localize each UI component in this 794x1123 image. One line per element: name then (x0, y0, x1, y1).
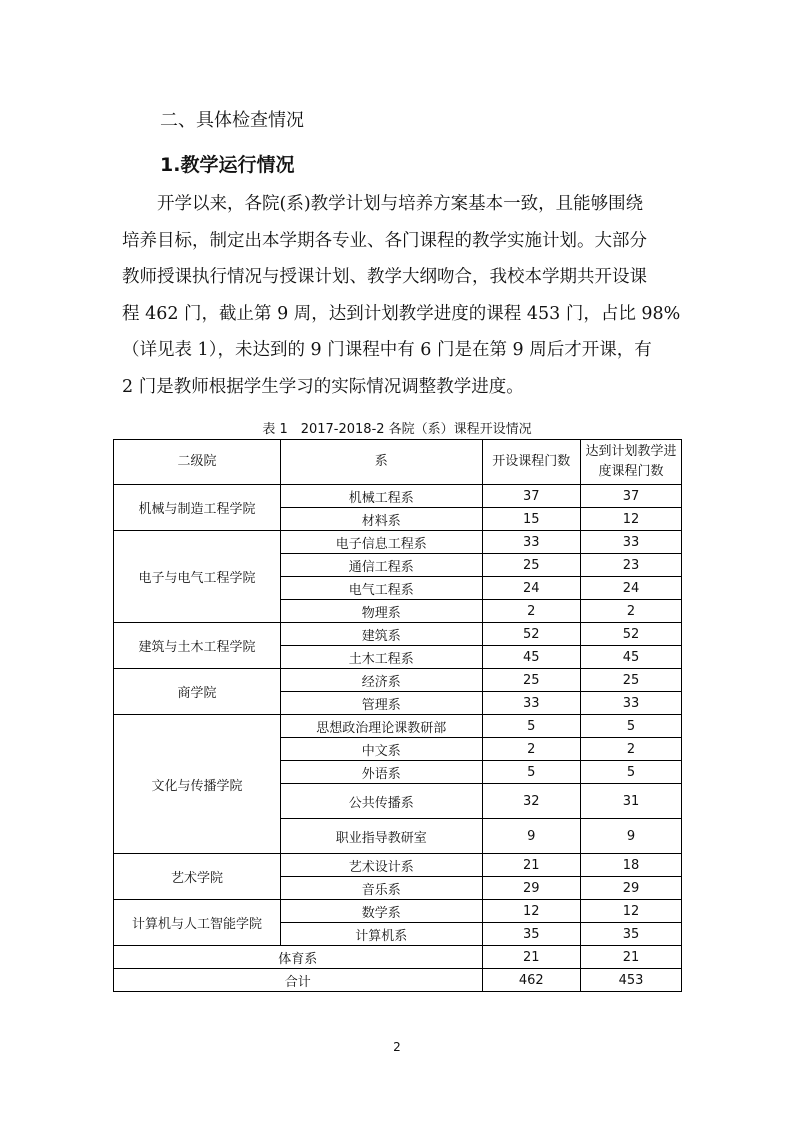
on-schedule-cell: 5 (581, 761, 682, 784)
college-cell: 建筑与土木工程学院 (114, 623, 281, 669)
department-cell: 经济系 (280, 669, 482, 692)
on-schedule-cell: 33 (581, 531, 682, 554)
table-row (114, 623, 682, 646)
department-cell: 职业指导教研室 (280, 819, 482, 854)
offered-cell: 25 (482, 554, 580, 577)
offered-cell: 15 (482, 508, 580, 531)
on-schedule-cell: 2 (581, 738, 682, 761)
college-cell: 机械与制造工程学院 (114, 485, 281, 531)
department-cell: 建筑系 (280, 623, 482, 646)
header-courses-on-schedule (581, 440, 682, 485)
table-row (114, 485, 682, 508)
table-header-row (114, 440, 682, 485)
college-cell: 商学院 (114, 669, 281, 715)
on-schedule-cell: 45 (581, 646, 682, 669)
college-cell: 电子与电气工程学院 (114, 531, 281, 623)
course-table (113, 439, 682, 992)
offered-cell: 21 (482, 854, 580, 877)
department-cell: 电气工程系 (280, 577, 482, 600)
department-cell: 通信工程系 (280, 554, 482, 577)
on-schedule-cell: 23 (581, 554, 682, 577)
on-schedule-cell: 24 (581, 577, 682, 600)
department-cell: 电子信息工程系 (280, 531, 482, 554)
paragraph-line: （详见表 1），未达到的 9 门课程中有 6 门是在第 9 周后才开课，有 (122, 340, 652, 361)
on-schedule-cell: 25 (581, 669, 682, 692)
paragraph-line: 教师授课执行情况与授课计划、教学大纲吻合，我校本学期共开设课 (122, 267, 647, 288)
department-cell: 管理系 (280, 692, 482, 715)
offered-cell: 29 (482, 877, 580, 900)
offered-cell: 2 (482, 600, 580, 623)
offered-cell: 5 (482, 761, 580, 784)
department-cell: 计算机系 (280, 923, 482, 946)
table-row (114, 715, 682, 738)
on-schedule-cell: 33 (581, 692, 682, 715)
body-paragraph (122, 186, 692, 406)
on-schedule-cell: 5 (581, 715, 682, 738)
offered-cell: 45 (482, 646, 580, 669)
department-cell: 物理系 (280, 600, 482, 623)
college-cell: 文化与传播学院 (114, 715, 281, 854)
offered-cell: 33 (482, 692, 580, 715)
offered-cell: 21 (482, 946, 580, 969)
table-row (114, 900, 682, 923)
total-on-schedule-cell: 453 (581, 969, 682, 992)
on-schedule-cell: 37 (581, 485, 682, 508)
offered-cell: 9 (482, 819, 580, 854)
department-cell: 思想政治理论课教研部 (280, 715, 482, 738)
on-schedule-cell: 21 (581, 946, 682, 969)
on-schedule-cell: 29 (581, 877, 682, 900)
offered-cell: 12 (482, 900, 580, 923)
total-offered-cell: 462 (482, 969, 580, 992)
subsection-heading: 1.教学运行情况 (160, 154, 295, 176)
department-cell: 土木工程系 (280, 646, 482, 669)
on-schedule-cell: 12 (581, 508, 682, 531)
on-schedule-cell: 12 (581, 900, 682, 923)
offered-cell: 24 (482, 577, 580, 600)
department-cell: 机械工程系 (280, 485, 482, 508)
offered-cell: 37 (482, 485, 580, 508)
page-number: 2 (393, 1040, 401, 1054)
department-cell: 公共传播系 (280, 784, 482, 819)
department-cell: 材料系 (280, 508, 482, 531)
header-courses-on-schedule-text: 达到计划教学进度课程门数 (585, 444, 677, 479)
offered-cell: 25 (482, 669, 580, 692)
on-schedule-cell: 18 (581, 854, 682, 877)
college-cell: 计算机与人工智能学院 (114, 900, 281, 946)
pe-department-cell: 体育系 (114, 946, 483, 969)
department-cell: 艺术设计系 (280, 854, 482, 877)
offered-cell: 52 (482, 623, 580, 646)
on-schedule-cell: 35 (581, 923, 682, 946)
table-row (114, 854, 682, 877)
department-cell: 数学系 (280, 900, 482, 923)
on-schedule-cell: 9 (581, 819, 682, 854)
offered-cell: 35 (482, 923, 580, 946)
paragraph-line: 开学以来，各院(系)教学计划与培养方案基本一致，且能够围绕 (122, 194, 644, 214)
table-row (114, 531, 682, 554)
header-college: 二级院 (114, 440, 281, 485)
department-cell: 中文系 (280, 738, 482, 761)
header-department: 系 (280, 440, 482, 485)
section-heading: 二、具体检查情况 (160, 110, 304, 131)
on-schedule-cell: 31 (581, 784, 682, 819)
total-label-cell: 合计 (114, 969, 483, 992)
on-schedule-cell: 2 (581, 600, 682, 623)
college-cell: 艺术学院 (114, 854, 281, 900)
offered-cell: 32 (482, 784, 580, 819)
offered-cell: 33 (482, 531, 580, 554)
paragraph-line: 程 462 门，截止第 9 周，达到计划教学进度的课程 453 门，占比 98% (122, 303, 681, 324)
paragraph-line: 2 门是教师根据学生学习的实际情况调整教学进度。 (122, 376, 524, 397)
offered-cell: 5 (482, 715, 580, 738)
offered-cell: 2 (482, 738, 580, 761)
table-caption: 表 1 2017-2018-2 各院（系）课程开设情况 (262, 422, 532, 437)
table-total-row (114, 969, 682, 992)
header-courses-offered: 开设课程门数 (482, 440, 580, 485)
paragraph-line: 培养目标，制定出本学期各专业、各门课程的教学实施计划。大部分 (122, 230, 647, 251)
table-row (114, 669, 682, 692)
department-cell: 音乐系 (280, 877, 482, 900)
on-schedule-cell: 52 (581, 623, 682, 646)
department-cell: 外语系 (280, 761, 482, 784)
table-row (114, 946, 682, 969)
